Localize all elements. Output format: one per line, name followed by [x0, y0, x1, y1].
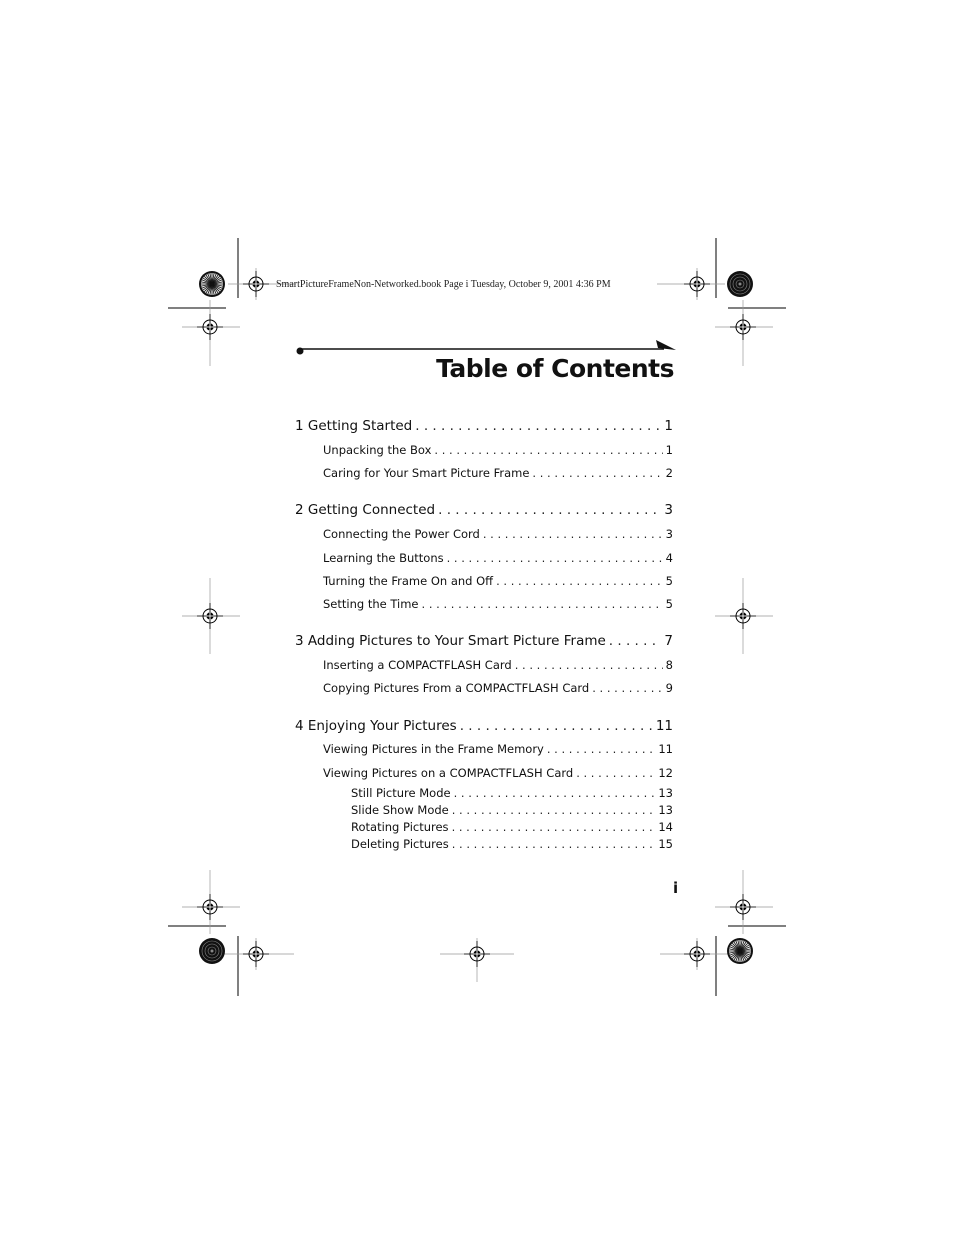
toc-entry-title: 1 Getting Started: [295, 418, 413, 434]
print-header: SmartPictureFrameNon-Networked.book Page i Tuesday, October 9, 2001 4:36 PM: [276, 279, 611, 290]
leader-dots: [576, 766, 655, 780]
leader-dots: [592, 681, 662, 695]
toc-entry-page: 13: [658, 786, 673, 800]
toc-entry-title: Viewing Pictures in the Frame Memory: [323, 742, 544, 756]
toc-entry-page: 3: [664, 502, 673, 518]
toc-entry-page: 1: [665, 443, 673, 457]
leader-dots: [434, 443, 662, 457]
toc-entry-title: Slide Show Mode: [351, 803, 449, 817]
toc-entry-page: 11: [658, 742, 673, 756]
toc-entry-page: 13: [658, 803, 673, 817]
leader-dots: [532, 466, 662, 480]
toc-entry-title: Deleting Pictures: [351, 837, 449, 851]
leader-dots: [460, 718, 653, 734]
toc-entry-section[interactable]: [323, 466, 673, 486]
leader-dots: [447, 551, 663, 565]
toc-entry-page: 12: [658, 766, 673, 780]
toc-entry-section[interactable]: [323, 597, 673, 617]
toc-entry-page: 3: [665, 527, 673, 541]
toc-entry-page: 5: [665, 574, 673, 588]
toc-entry-subsection[interactable]: [351, 837, 673, 857]
leader-dots: [454, 786, 656, 800]
toc-entry-title: 2 Getting Connected: [295, 502, 436, 518]
toc-entry-title: Setting the Time: [323, 597, 419, 611]
leader-dots: [452, 837, 656, 851]
leader-dots: [438, 502, 661, 518]
toc-entry-page: 2: [665, 466, 673, 480]
toc-entry-section[interactable]: [323, 574, 673, 594]
toc-entry-section[interactable]: [323, 681, 673, 701]
toc-entry-section[interactable]: [323, 658, 673, 678]
toc-entry-chapter[interactable]: [295, 502, 673, 522]
toc-entry-title: Unpacking the Box: [323, 443, 432, 457]
leader-dots: [515, 658, 663, 672]
toc-entry-page: 8: [665, 658, 673, 672]
toc-entry-title: Rotating Pictures: [351, 820, 449, 834]
leader-dots: [415, 418, 661, 434]
toc-entry-title: Viewing Pictures on a COMPACTFLASH Card: [323, 766, 574, 780]
toc-entry-chapter[interactable]: [295, 718, 673, 738]
leader-dots: [483, 527, 663, 541]
leader-dots: [496, 574, 663, 588]
toc-entry-title: Copying Pictures From a COMPACTFLASH Card: [323, 681, 590, 695]
toc-entry-title: Connecting the Power Cord: [323, 527, 480, 541]
toc-entry-page: 11: [655, 718, 673, 734]
leader-dots: [422, 597, 663, 611]
toc-entry-title: Inserting a COMPACTFLASH Card: [323, 658, 512, 672]
toc-entry-title: 3 Adding Pictures to Your Smart Picture Frame: [295, 633, 606, 649]
toc-entry-page: 15: [658, 837, 673, 851]
leader-dots: [452, 820, 656, 834]
toc-entry-page: 5: [665, 597, 673, 611]
toc-entry-page: 9: [665, 681, 673, 695]
leader-dots: [452, 803, 656, 817]
leader-dots: [609, 633, 662, 649]
toc-entry-chapter[interactable]: [295, 633, 673, 653]
toc-entry-title: Still Picture Mode: [351, 786, 451, 800]
toc-entry-section[interactable]: [323, 742, 673, 762]
toc-entry-chapter[interactable]: [295, 418, 673, 438]
toc-entry-title: Turning the Frame On and Off: [323, 574, 494, 588]
page-title: Table of Contents: [436, 354, 674, 383]
toc-entry-title: Caring for Your Smart Picture Frame: [323, 466, 530, 480]
toc-entry-page: 14: [658, 820, 673, 834]
toc-entry-section[interactable]: [323, 527, 673, 547]
toc-entry-title: 4 Enjoying Your Pictures: [295, 718, 457, 734]
toc-entry-page: 7: [664, 633, 673, 649]
toc-entry-page: 4: [665, 551, 673, 565]
page-number: i: [673, 879, 679, 897]
toc-entry-title: Learning the Buttons: [323, 551, 444, 565]
leader-dots: [547, 742, 656, 756]
toc-entry-page: 1: [664, 418, 673, 434]
toc-entry-section[interactable]: [323, 443, 673, 463]
toc-entry-section[interactable]: [323, 551, 673, 571]
toc-entry-section[interactable]: [323, 766, 673, 786]
